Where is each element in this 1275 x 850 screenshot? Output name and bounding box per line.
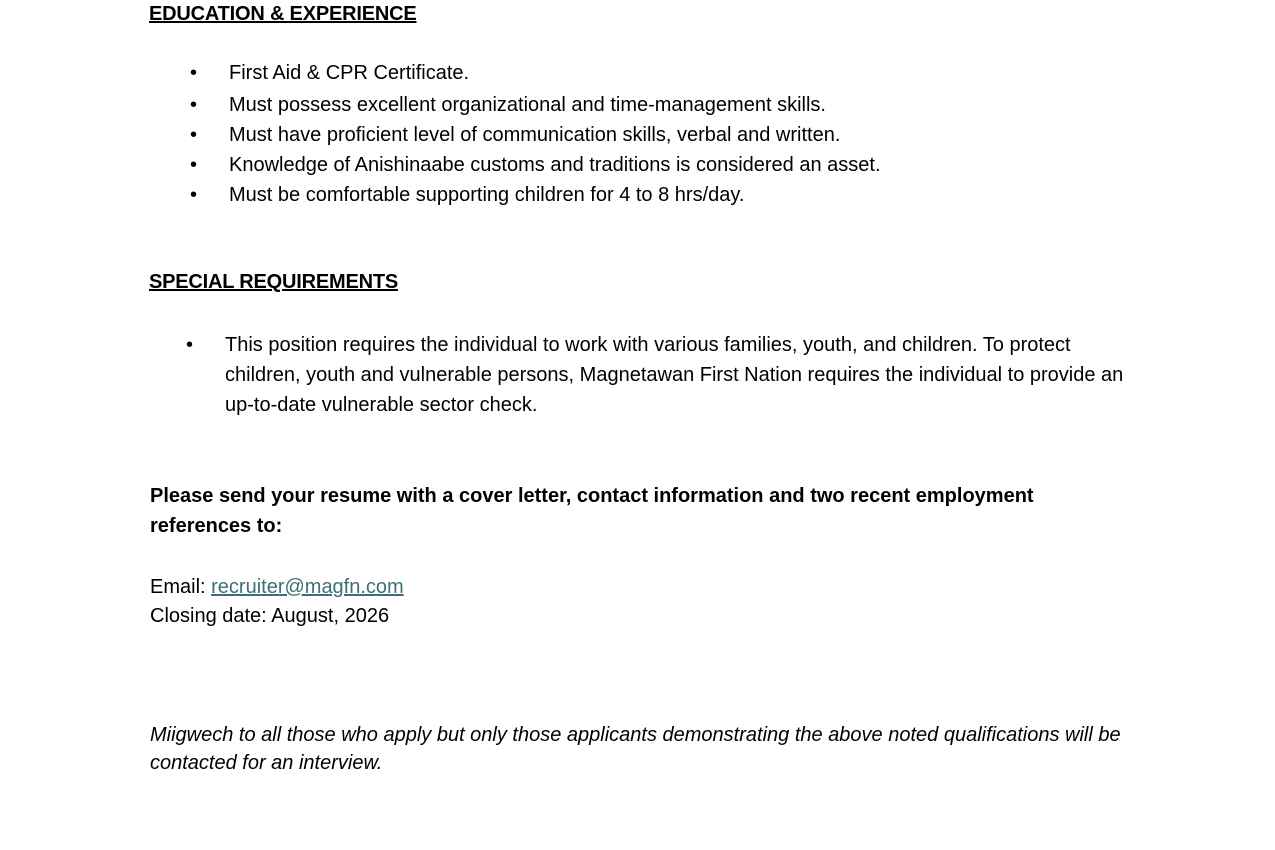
bullet-icon: •: [190, 184, 198, 206]
education-requirements-list: [0, 58, 881, 210]
application-request-text: Please send your resume with a cover letter, contact information and two recent employment references to:: [150, 485, 1034, 537]
list-item-text: Must be comfortable supporting children for 4 to 8 hrs/day.: [229, 184, 745, 206]
special-requirements-heading: SPECIAL REQUIREMENTS: [149, 271, 398, 293]
list-item: [0, 90, 881, 120]
list-item: [0, 120, 881, 150]
special-requirements-list: [0, 330, 1125, 420]
education-experience-heading: EDUCATION & EXPERIENCE: [149, 3, 417, 25]
list-item-text: Knowledge of Anishinaabe customs and traditions is considered an asset.: [229, 154, 881, 176]
list-item-text: Must have proficient level of communication skills, verbal and written.: [229, 124, 841, 146]
bullet-icon: •: [190, 62, 198, 84]
closing-date: Closing date: August, 2026: [150, 605, 390, 627]
list-item-text: This position requires the individual to work with various families, youth, and children. To protect children, youth and vulnerable persons, Magnetawan First Nation requires the individual to provide an up-to-date vulnerable sector check.: [225, 334, 1124, 416]
bullet-icon: •: [190, 94, 198, 116]
list-item: [0, 180, 881, 210]
email-link[interactable]: recruiter@magfn.com: [211, 576, 404, 598]
list-item-text: Must possess excellent organizational and time-management skills.: [229, 94, 826, 116]
list-item: [0, 330, 1125, 420]
closing-note: Miigwech to all those who apply but only those applicants demonstrating the above noted qualifications will be contacted for an interview.: [150, 724, 1121, 774]
email-label: Email:: [150, 576, 212, 598]
email-line: [150, 572, 404, 601]
list-item: [0, 150, 881, 180]
bullet-icon: •: [186, 334, 194, 356]
bullet-icon: •: [190, 124, 198, 146]
contact-block: [150, 572, 404, 630]
list-item: [0, 58, 881, 90]
bullet-icon: •: [190, 154, 198, 176]
list-item-text: First Aid & CPR Certificate.: [229, 62, 470, 84]
